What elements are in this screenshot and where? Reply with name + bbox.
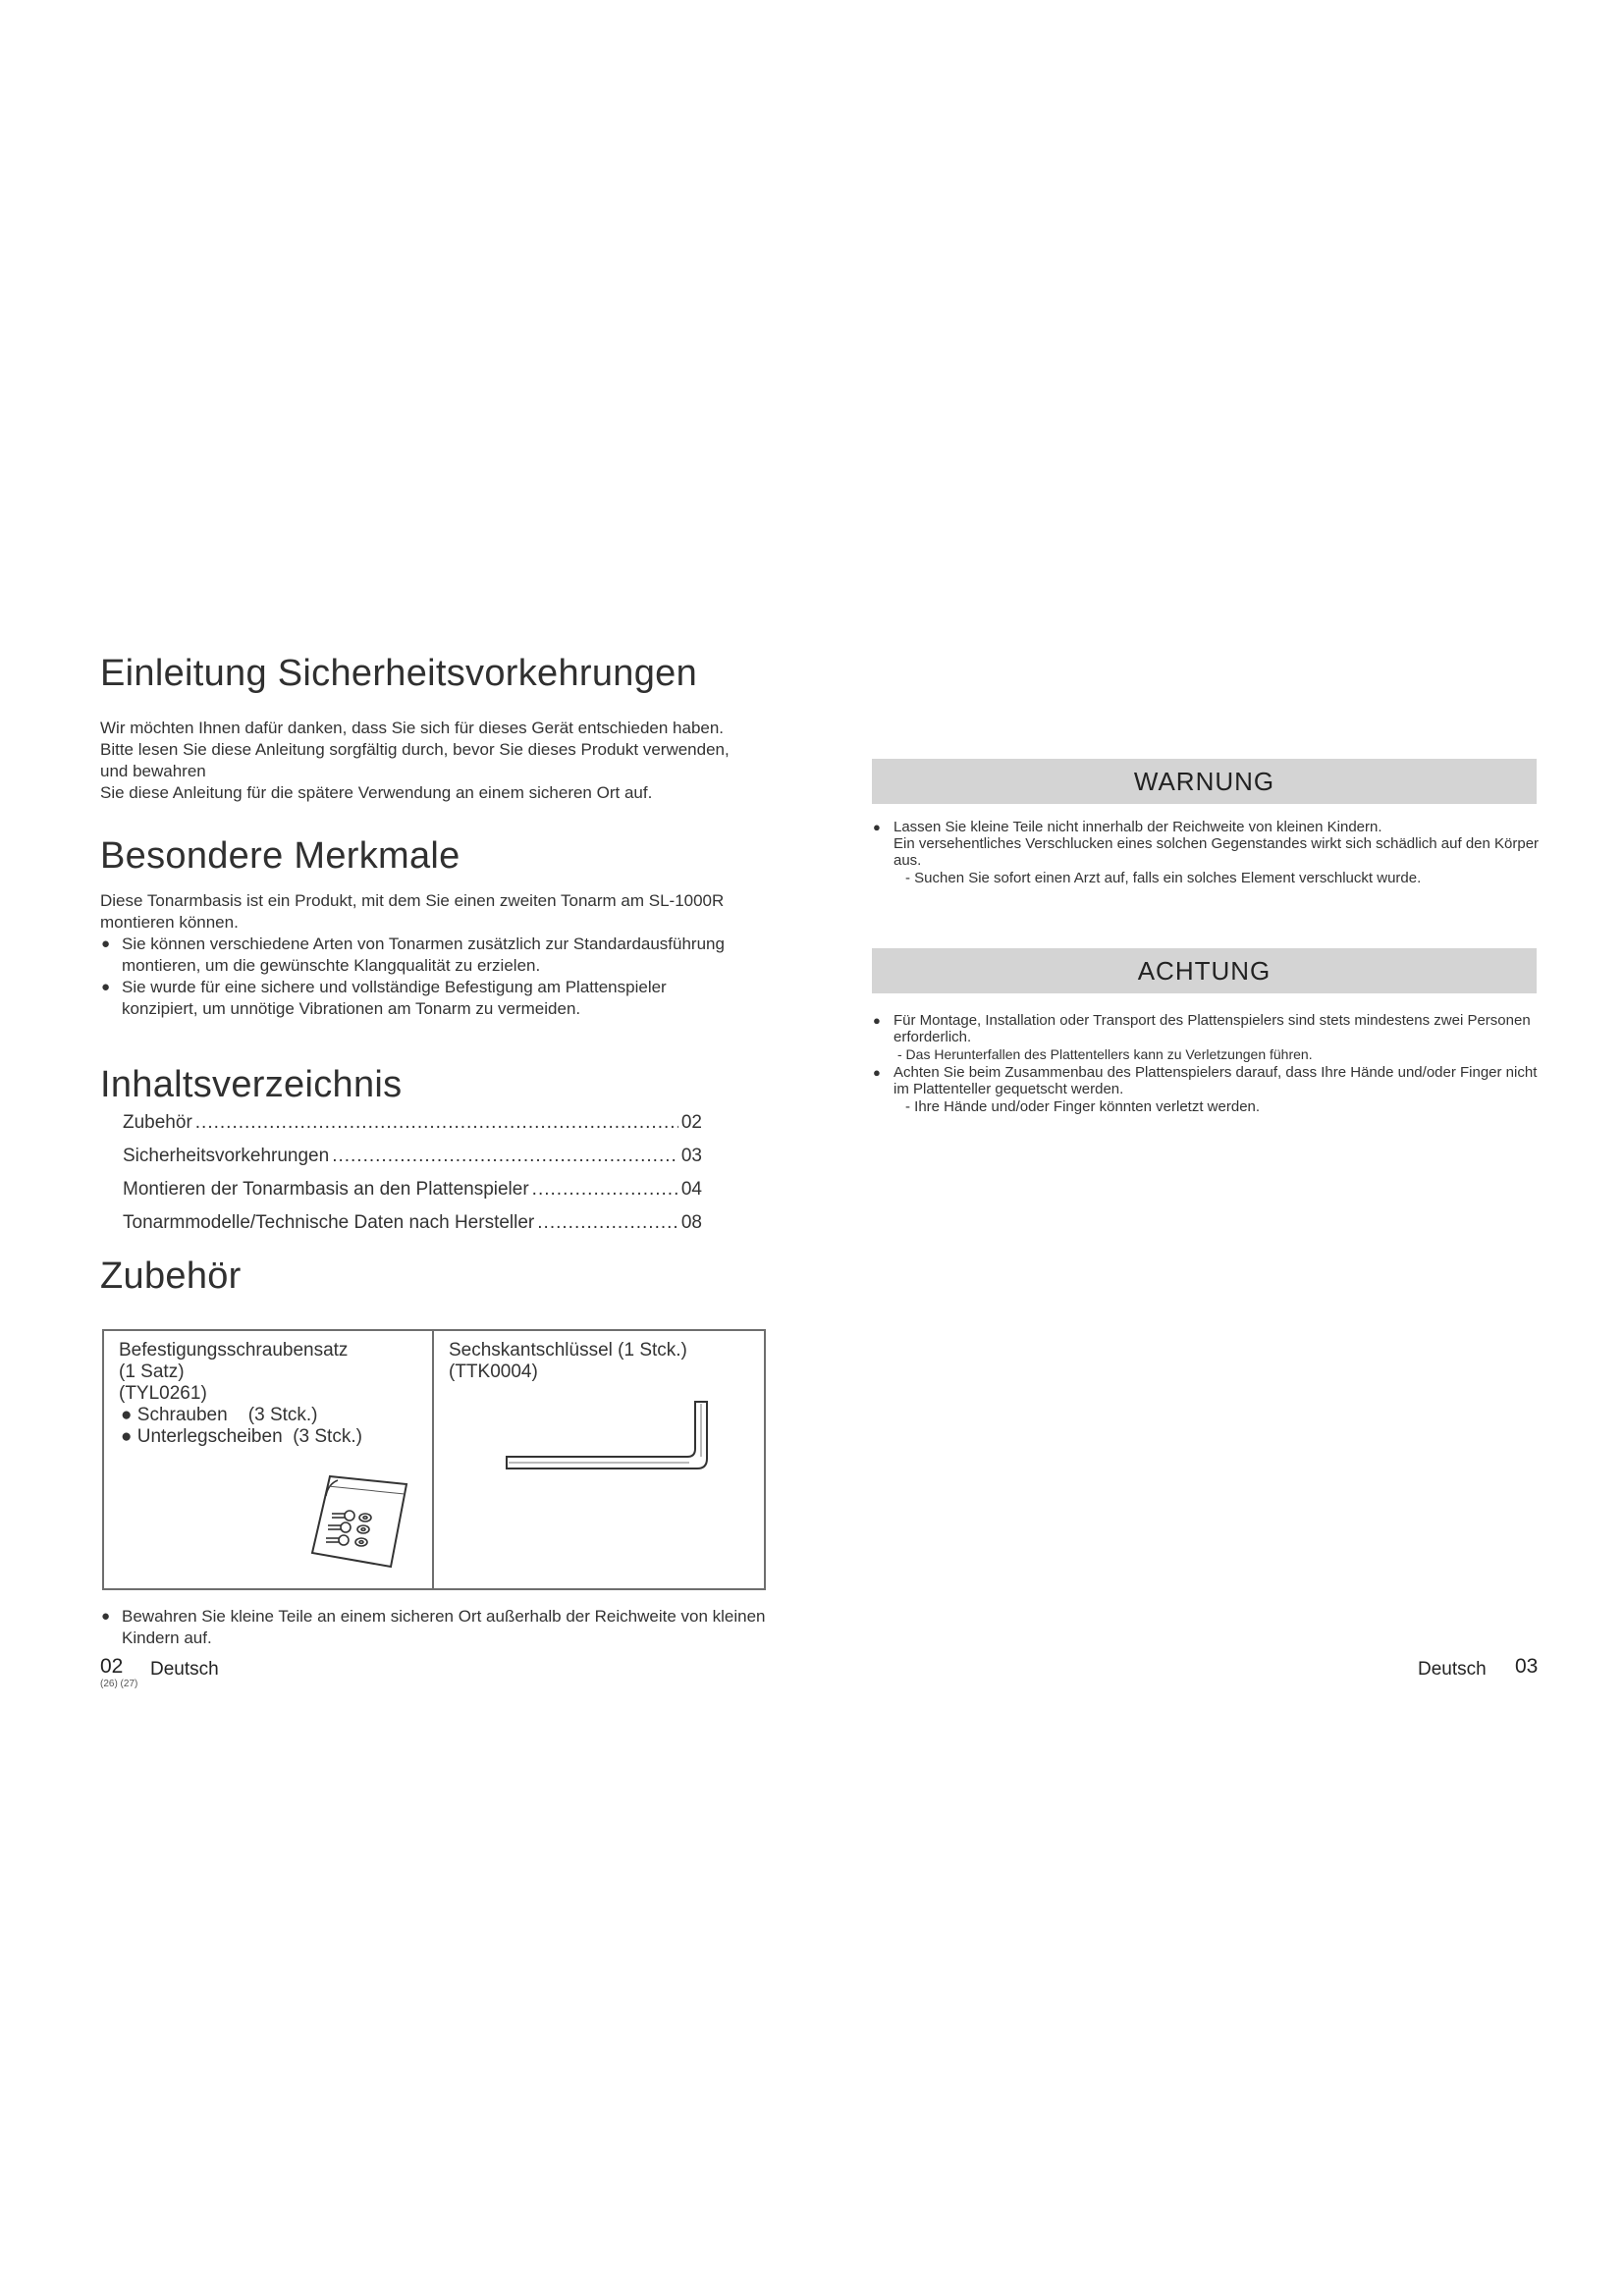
accessory-name: Befestigungsschraubensatz	[119, 1340, 349, 1361]
intro-line: Sie diese Anleitung für die spätere Verwendung an einem sicheren Ort auf.	[100, 783, 653, 802]
features-title: Besondere Merkmale	[100, 835, 460, 877]
bullet-icon: ●	[873, 1013, 881, 1028]
intro-line: Bitte lesen Sie diese Anleitung sorgfältig durch, bevor Sie dieses Produkt verwenden, und bewahren	[100, 740, 730, 780]
toc-entry[interactable]	[123, 1206, 702, 1240]
features-intro: Diese Tonarmbasis ist ein Produkt, mit dem Sie einen zweiten Tonarm am SL-1000R montieren können.	[100, 891, 725, 932]
screw-bag-illustration-icon	[308, 1467, 416, 1575]
toc-entry[interactable]	[123, 1140, 702, 1173]
hex-key-illustration-icon	[503, 1398, 719, 1476]
intro-text	[100, 718, 748, 804]
accessories-note: ● Bewahren Sie kleine Teile an einem sicheren Ort außerhalb der Reichweite von kleinen Kindern auf.	[101, 1607, 766, 1647]
footer-right-language: Deutsch	[1418, 1659, 1487, 1680]
toc-label: Montieren der Tonarmbasis an den Plattenspieler	[123, 1179, 529, 1200]
bullet-icon: ●	[121, 1405, 133, 1425]
bullet-icon: ●	[873, 1065, 881, 1080]
achtung-sub: - Das Herunterfallen des Plattentellers kann zu Verletzungen führen.	[897, 1046, 1313, 1062]
warnung-heading: WARNUNG	[872, 759, 1537, 804]
accessory-code: (TTK0004)	[449, 1362, 538, 1382]
features-text	[100, 890, 738, 1020]
achtung-text: ● Für Montage, Installation oder Transport des Plattenspielers sind stets mindestens zwei Personen erforderlich. - Das Herunterfallen des Plattentellers kann zu Verletzungen führen. ● Achten Sie beim Zusammenbau des Plattenspielers darauf, dass Ihre Hände und/oder Finger nicht im Plattenteller gequetscht werden. - Ihre Hände und/oder Finger könnten verletzt werden.	[872, 1012, 1540, 1116]
toc-page: 04	[680, 1179, 702, 1200]
footer-left-language: Deutsch	[150, 1659, 219, 1680]
accessory-code: (TYL0261)	[119, 1383, 207, 1404]
toc-page: 03	[680, 1146, 702, 1166]
achtung-sub: - Ihre Hände und/oder Finger könnten verletzt werden.	[905, 1098, 1261, 1115]
accessory-qty: (1 Satz)	[119, 1362, 185, 1382]
accessory-item: ● Schrauben (3 Stck.)	[121, 1405, 318, 1425]
toc-label: Zubehör	[123, 1112, 192, 1133]
toc-title: Inhaltsverzeichnis	[100, 1064, 403, 1105]
bullet-icon: ●	[101, 935, 111, 952]
bullet-icon: ●	[101, 979, 111, 995]
toc-entry[interactable]	[123, 1106, 702, 1140]
intro-title: Einleitung Sicherheitsvorkehrungen	[100, 653, 698, 694]
achtung-heading: ACHTUNG	[872, 948, 1537, 993]
intro-line: Wir möchten Ihnen dafür danken, dass Sie sich für dieses Gerät entschieden haben.	[100, 719, 725, 737]
toc-leader	[195, 1112, 678, 1134]
toc-leader	[537, 1212, 678, 1234]
toc-label: Tonarmmodelle/Technische Daten nach Hersteller	[123, 1212, 535, 1233]
features-bullet: ● Sie wurde für eine sichere und vollständige Befestigung am Plattenspieler konzipiert, um unnötige Vibrationen am Tonarm zu vermeiden.	[101, 978, 667, 1018]
warnung-line: Ein versehentliches Verschlucken eines solchen Gegenstandes wirkt sich schädlich auf den Körper aus.	[893, 835, 1540, 869]
accessories-title: Zubehör	[100, 1255, 242, 1297]
toc-entry[interactable]	[123, 1173, 702, 1206]
accessory-screw-set	[104, 1331, 434, 1588]
accessory-item: ● Unterlegscheiben (3 Stck.)	[121, 1426, 362, 1447]
bullet-icon: ●	[101, 1608, 111, 1625]
toc-leader	[332, 1146, 678, 1167]
footer-left-page-number: 02	[100, 1655, 124, 1678]
toc-label: Sicherheitsvorkehrungen	[123, 1146, 330, 1166]
features-bullet: ● Sie können verschiedene Arten von Tonarmen zusätzlich zur Standardausführung montieren, um die gewünschte Klangqualität zu erzielen.	[101, 934, 725, 975]
bullet-icon: ●	[873, 820, 881, 834]
warnung-sub: - Suchen Sie sofort einen Arzt auf, falls ein solches Element verschluckt wurde.	[905, 870, 1422, 886]
bullet-icon: ●	[121, 1426, 133, 1447]
toc-page: 08	[680, 1212, 702, 1233]
accessories-table	[102, 1329, 766, 1590]
warnung-text: ● Lassen Sie kleine Teile nicht innerhalb der Reichweite von kleinen Kindern. Ein versehentliches Verschlucken eines solchen Gegenstandes wirkt sich schädlich auf den Körper aus. - Suchen Sie sofort einen Arzt auf, falls ein solches Element verschluckt wurde.	[873, 819, 1540, 886]
toc-page: 02	[680, 1112, 702, 1133]
table-of-contents	[123, 1106, 702, 1240]
toc-leader	[532, 1179, 678, 1201]
accessory-name: Sechskantschlüssel (1 Stck.)	[449, 1340, 687, 1361]
footer-right-page-number: 03	[1515, 1655, 1539, 1678]
accessory-hex-key	[434, 1331, 764, 1588]
footer-left-small: (26) (27)	[100, 1679, 138, 1689]
